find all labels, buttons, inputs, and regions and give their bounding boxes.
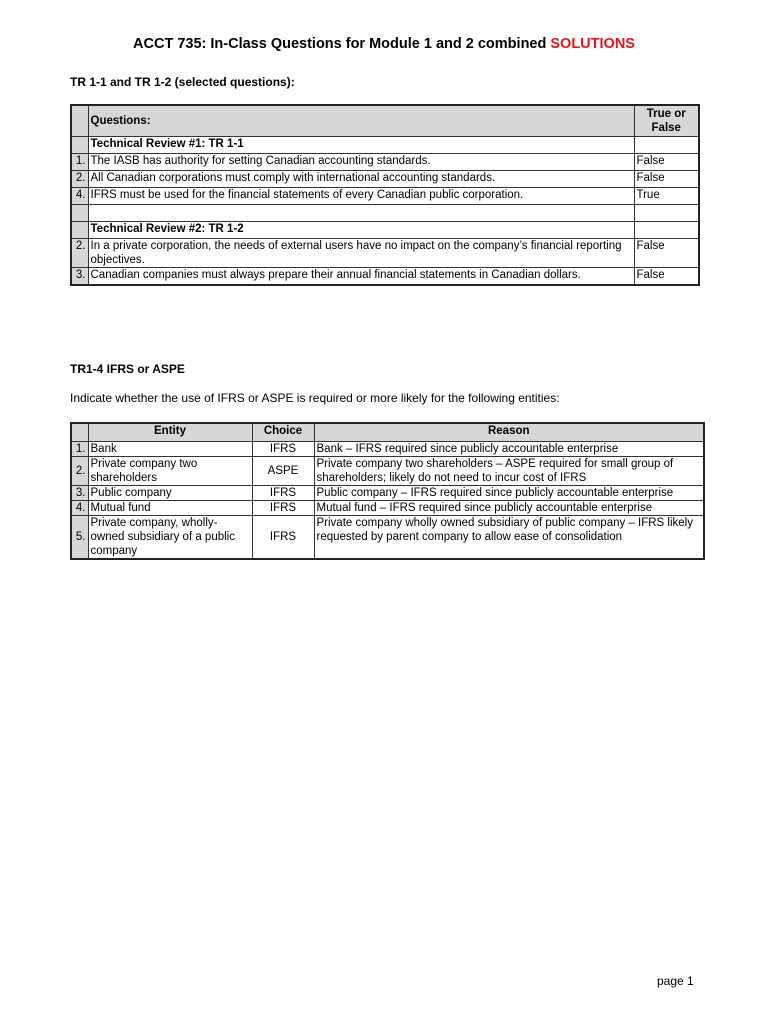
section-2-instruction: Indicate whether the use of IFRS or ASPE is required or more likely for the following entities: bbox=[70, 391, 560, 405]
answer-cell: False bbox=[634, 171, 699, 188]
table-row bbox=[71, 171, 699, 188]
reason-cell: Private company wholly owned subsidiary of public company – IFRS likely requested by parent company to allow ease of consolidation bbox=[314, 516, 704, 560]
section-row bbox=[71, 137, 699, 154]
choice-cell: IFRS bbox=[252, 516, 314, 560]
header-tf-line1: True or bbox=[646, 108, 686, 120]
question-text: IFRS must be used for the financial statements of every Canadian public corporation. bbox=[88, 188, 634, 205]
row-number: 3. bbox=[71, 486, 88, 501]
blank-row bbox=[71, 205, 699, 222]
table-row bbox=[71, 239, 699, 268]
section-1-heading: TR 1-1 and TR 1-2 (selected questions): bbox=[70, 75, 295, 89]
question-text: All Canadian corporations must comply with international accounting standards. bbox=[88, 171, 634, 188]
header-questions: Questions: bbox=[88, 105, 634, 137]
header-entity: Entity bbox=[88, 423, 252, 442]
table-header-row bbox=[71, 423, 704, 442]
reason-cell: Bank – IFRS required since publicly accountable enterprise bbox=[314, 442, 704, 457]
section-b-title: Technical Review #2: TR 1-2 bbox=[88, 222, 634, 239]
section-2-heading: TR1-4 IFRS or ASPE bbox=[70, 362, 185, 376]
answer-cell: False bbox=[634, 239, 699, 268]
table-row bbox=[71, 442, 704, 457]
row-number bbox=[71, 205, 88, 222]
table-row bbox=[71, 268, 699, 286]
table-row bbox=[71, 188, 699, 205]
row-number: 4. bbox=[71, 188, 88, 205]
answer-cell: False bbox=[634, 268, 699, 286]
header-true-false bbox=[634, 105, 699, 137]
entity-cell: Private company, wholly-owned subsidiary of a public company bbox=[88, 516, 252, 560]
row-number: 1. bbox=[71, 154, 88, 171]
row-number: 2. bbox=[71, 171, 88, 188]
choice-cell: IFRS bbox=[252, 486, 314, 501]
entity-cell: Private company two shareholders bbox=[88, 457, 252, 486]
question-text: Canadian companies must always prepare their annual financial statements in Canadian dollars. bbox=[88, 268, 634, 286]
entity-cell: Bank bbox=[88, 442, 252, 457]
question-text: The IASB has authority for setting Canadian accounting standards. bbox=[88, 154, 634, 171]
row-number: 5. bbox=[71, 516, 88, 560]
ifrs-aspe-table bbox=[70, 422, 705, 560]
reason-cell: Private company two shareholders – ASPE required for small group of shareholders; likely do not need to incur cost of IFRS bbox=[314, 457, 704, 486]
answer-cell bbox=[634, 205, 699, 222]
page-number: page 1 bbox=[657, 974, 694, 988]
section-row bbox=[71, 222, 699, 239]
title-main: ACCT 735: In-Class Questions for Module 1 and 2 combined bbox=[133, 36, 551, 52]
entity-cell: Mutual fund bbox=[88, 501, 252, 516]
question-text: In a private corporation, the needs of external users have no impact on the company’s financial reporting objectives. bbox=[88, 239, 634, 268]
entity-cell: Public company bbox=[88, 486, 252, 501]
table-row bbox=[71, 516, 704, 560]
row-number: 2. bbox=[71, 457, 88, 486]
header-choice: Choice bbox=[252, 423, 314, 442]
choice-cell: ASPE bbox=[252, 457, 314, 486]
answer-cell: False bbox=[634, 154, 699, 171]
document-title bbox=[0, 36, 768, 52]
section-a-title: Technical Review #1: TR 1-1 bbox=[88, 137, 634, 154]
reason-cell: Mutual fund – IFRS required since publicly accountable enterprise bbox=[314, 501, 704, 516]
choice-cell: IFRS bbox=[252, 501, 314, 516]
table-row bbox=[71, 154, 699, 171]
row-number: 2. bbox=[71, 239, 88, 268]
true-false-table bbox=[70, 104, 700, 286]
table-row bbox=[71, 486, 704, 501]
table-row bbox=[71, 457, 704, 486]
row-number: 1. bbox=[71, 442, 88, 457]
reason-cell: Public company – IFRS required since publicly accountable enterprise bbox=[314, 486, 704, 501]
table-header-row bbox=[71, 105, 699, 137]
header-num-cell bbox=[71, 423, 88, 442]
title-highlight: SOLUTIONS bbox=[550, 36, 635, 52]
answer-cell bbox=[634, 137, 699, 154]
row-number bbox=[71, 222, 88, 239]
header-tf-line2: False bbox=[651, 122, 681, 134]
answer-cell: True bbox=[634, 188, 699, 205]
row-number: 3. bbox=[71, 268, 88, 286]
row-number: 4. bbox=[71, 501, 88, 516]
choice-cell: IFRS bbox=[252, 442, 314, 457]
row-number bbox=[71, 137, 88, 154]
answer-cell bbox=[634, 222, 699, 239]
table-row bbox=[71, 501, 704, 516]
header-num-cell bbox=[71, 105, 88, 137]
blank-cell bbox=[88, 205, 634, 222]
header-reason: Reason bbox=[314, 423, 704, 442]
